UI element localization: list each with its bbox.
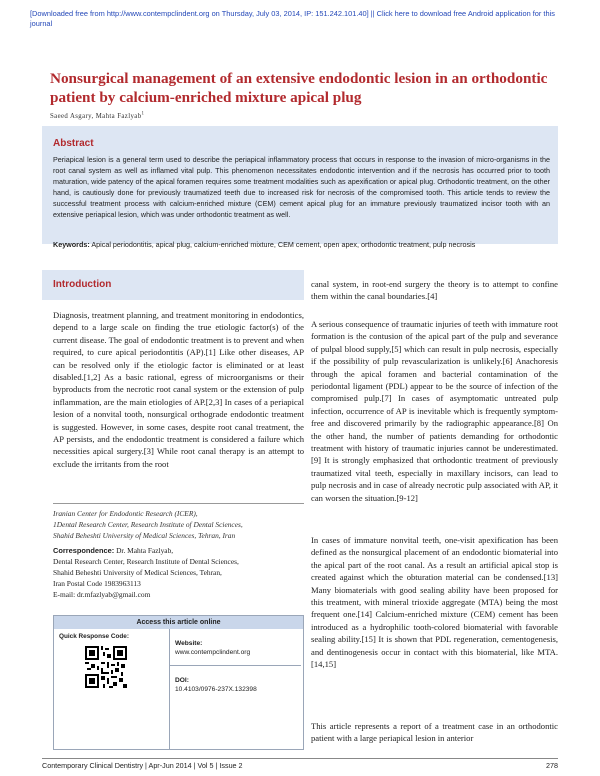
correspondence-line: Iran Postal Code 1983963113 [53,579,141,588]
abstract-body: Periapical lesion is a general term used to describe the periapical inflammatory process that occurs in response to the invasion of micro-organisms in the root canal system as well as inflamed vital pulp. This phenomenon necessitates endodontic intervention and if the necrosis has occurred prior to tooth maturation, wide patency of the apical foramen requires some treatment modalities such as apexification or apical plug. Orthodontic treatment, on the other hand, is cautiously done for previously traumatized teeth due to increased risk for necrosis of the compromised tooth. This article tends to review the successful treatment process with calcium-enriched mixture (CEM) cement apical plug for an immature previously traumatized incisor tooth with an extensive periapical lesion, which was under orthodontic treatment as well. [53,155,550,219]
intro-paragraph-right-1: canal system, in root-end surgery the theory is to attempt to confine them within the canal boundaries.[4] [311,279,558,302]
keywords-text: Apical periodontitis, apical plug, calcium-enriched mixture, CEM cement, open apex, orthodontic treatment, pulp necrosis [91,240,476,249]
authors [50,113,144,120]
intro-paragraph-right-3: In cases of immature nonvital teeth, one-visit apexification has been defined as the nonsurgical placement of an endodontic biomaterial into the apical part of the root canal. As a result an artificial apical stop is created against which the obturation material can be condensed.[13] Many biomaterials with good sealing ability have been proposed for this treatment, with mineral trioxide aggregate (MTA) being the most frequent one.[14] Calcium-enriched mixture (CEM) cement has been introduced as a hydrophilic tooth-colored biomaterial with favorable sealing ability.[15] It is shown that PDL regeneration, cementogenesis, and dentinogenesis occur in contact with this biomaterial, like MTA.[14,15] [311,535,558,670]
keywords [53,240,559,249]
qr-code-icon[interactable] [85,646,127,688]
website-label: Website: [175,640,203,647]
correspondence-line: Dental Research Center, Research Institute of Dental Sciences, [53,557,239,566]
correspondence-name: Dr. Mahta Fazlyab, [116,546,174,555]
download-notice[interactable]: [Downloaded free from http://www.contempclindent.org on Thursday, July 03, 2014, IP: 151.242.101.40] || Click here to download free Android application for this journal [30,9,555,28]
website-link[interactable]: www.contempclindent.org [175,649,251,656]
correspondence-email[interactable]: E-mail: dr.mfazlyab@gmail.com [53,590,151,599]
page-number: 278 [546,761,558,770]
introduction-bar [42,270,304,300]
affiliations [53,503,304,541]
journal-citation: Contemporary Clinical Dentistry | Apr-Jun 2014 | Vol 5 | Issue 2 [42,761,243,770]
author-affil-mark: 1 [141,111,145,117]
correspondence-label: Correspondence: [53,546,115,555]
intro-paragraph-right-4: This article represents a report of a treatment case in an orthodontic patient with a large periapical lesion in anterior [311,721,558,744]
introduction-heading: Introduction [53,279,112,290]
abstract-heading: Abstract [53,138,94,149]
page-footer [42,758,558,770]
access-heading: Access this article online [54,616,303,629]
doi-value[interactable]: 10.4103/0976-237X.132398 [175,686,257,693]
author-names: Saeed Asgary, Mahta Fazlyab [50,113,142,120]
doi-label: DOI: [175,677,189,684]
access-divider [169,629,170,750]
correspondence-line: Shahid Beheshti University of Medical Sciences, Tehran, [53,568,222,577]
intro-paragraph-left: Diagnosis, treatment planning, and treatment monitoring in endodontics, depend to a large scale on finding the true etiologic factor(s) of the current disease. The goal of endodontic treatment is to prevent and when required, to cure apical periodontitis (AP).[1] Like other diseases, AP can be resolved only if the etiologic factor is eliminated or at least disabled.[1,2] As a basic rational, egress of microorganisms or their byproducts from the necrotic root canal system or the extension of pulp inflammation, are the main etiologies of AP.[2,3] In cases of a periapical lesion of a nonvital tooth, nonsurgical orthograde endodontic treatment is suggested. However, in some cases, despite root canal treatment, the AP persists, and the endodontic treatment is considered a failure which necessities apical surgery.[3] While root canal therapy is an attempt to exclude the irritants from the root [53,310,304,469]
affiliation-line: 1Dental Research Center, Research Institute of Dental Sciences, [53,520,243,529]
qr-label: Quick Response Code: [59,633,129,640]
correspondence [53,545,304,600]
keywords-label: Keywords: [53,240,90,249]
intro-paragraph-right-2: A serious consequence of traumatic injuries of teeth with immature root formation is the contusion of the apical part of the pulp and severance of pulpal blood supply,[5] which can result in pulp necrosis, especially if the possibility of pulp revascularization is unlikely.[6] Anachoresis through the apical foramen and bacterial contamination of the periodontal ligament (PDL) appear to be the source of infection of the compromised pulp.[7] In cases of asymptomatic untreated pulp infection, occurrence of AP is inevitable which is frequently symptom-free and discovered primarily by the radiographic appearance.[8] On the other hand, the number of patients demanding for orthodontic treatment with history of traumatic injuries cannot be underestimated.[9] It is strongly emphasized that orthodontic treatment of previously traumatized vital teeth, especially in maxillary incisors, can lead to pulp necrosis and in case of already necrotic pulp associated with AP, it can worsen the situation.[9-12] [311,319,558,503]
affiliation-line: Shahid Beheshti University of Medical Sciences, Tehran, Iran [53,531,236,540]
access-separator [169,665,301,666]
access-details [175,639,301,694]
affiliation-line: Iranian Center for Endodontic Research (ICER), [53,509,198,518]
access-article-box [53,615,304,750]
abstract-panel [42,126,558,244]
article-title: Nonsurgical management of an extensive endodontic lesion in an orthodontic patient by calcium-enriched mixture apical plug [50,70,548,106]
